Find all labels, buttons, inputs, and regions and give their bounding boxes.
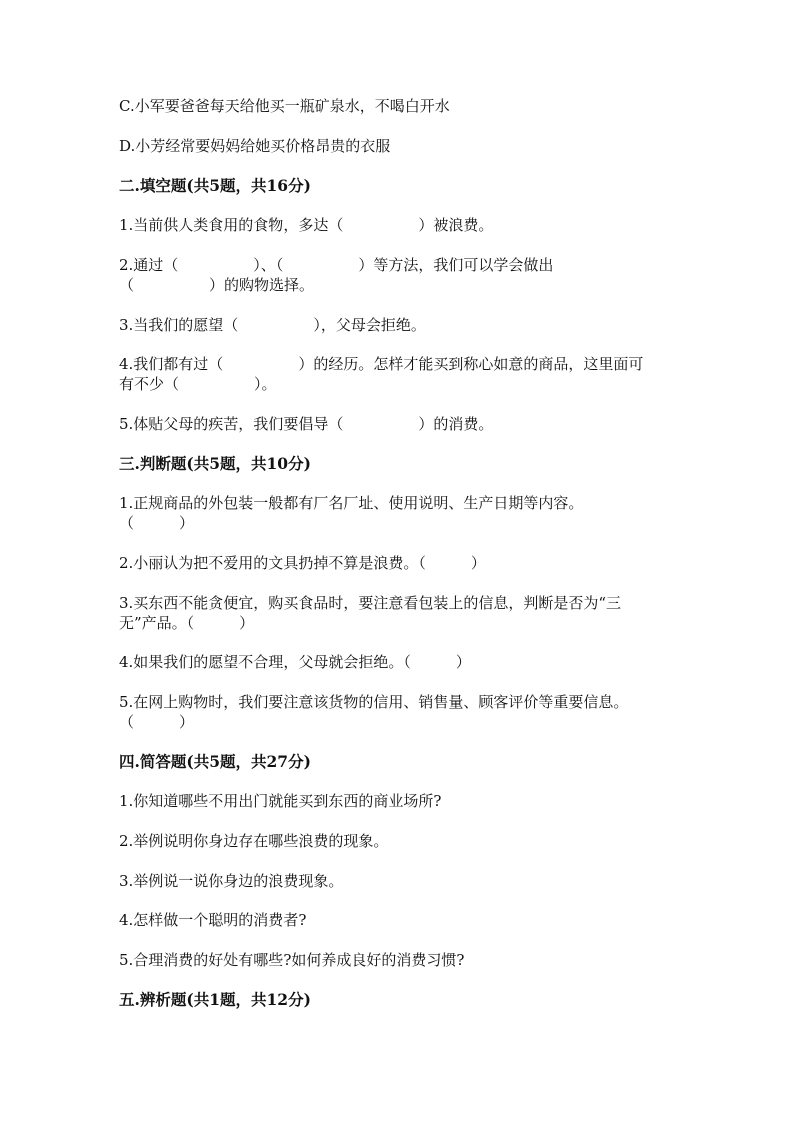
fill-question-4-line-2: 有不少（ ）。 xyxy=(119,375,277,393)
section-title-short-answer: 四.简答题(共5题，共27分) xyxy=(119,752,311,771)
section-title-analysis: 五.辨析题(共1题，共12分) xyxy=(119,990,311,1009)
judge-question-3-line-2: 无”产品。（ ） xyxy=(119,614,255,632)
section-title-judgement: 三.判断题(共5题，共10分) xyxy=(119,454,311,473)
fill-question-2-line-2: （ ）的购物选择。 xyxy=(119,276,315,294)
short-question-4: 4.怎样做一个聪明的消费者? xyxy=(119,911,307,929)
fill-question-2-line-1: 2.通过（ ）、（ ）等方法，我们可以学会做出 xyxy=(119,256,554,274)
judge-question-5-line-2: （ ） xyxy=(119,713,195,731)
fill-question-4-line-1: 4.我们都有过（ ）的经历。怎样才能买到称心如意的商品，这里面可 xyxy=(119,355,644,373)
judge-question-2: 2.小丽认为把不爱用的文具扔掉不算是浪费。（ ） xyxy=(119,554,486,572)
section-title-fill-blank: 二.填空题(共5题，共16分) xyxy=(119,176,311,195)
fill-question-5: 5.体贴父母的疾苦，我们要倡导（ ）的消费。 xyxy=(119,415,494,433)
judge-question-5-line-1: 5.在网上购物时，我们要注意该货物的信用、销售量、顾客评价等重要信息。 xyxy=(119,693,629,711)
judge-question-1-line-1: 1.正规商品的外包装一般都有厂名厂址、使用说明、生产日期等内容。 xyxy=(119,494,584,512)
fill-question-1: 1.当前供人类食用的食物，多达（ ）被浪费。 xyxy=(119,216,494,234)
option-c: C.小军要爸爸每天给他买一瓶矿泉水，不喝白开水 xyxy=(119,97,450,115)
judge-question-1-line-2: （ ） xyxy=(119,514,195,532)
judge-question-4: 4.如果我们的愿望不合理，父母就会拒绝。（ ） xyxy=(119,653,471,671)
short-question-3: 3.举例说一说你身边的浪费现象。 xyxy=(119,872,344,890)
short-question-1: 1.你知道哪些不用出门就能买到东西的商业场所? xyxy=(119,792,442,810)
short-question-2: 2.举例说明你身边存在哪些浪费的现象。 xyxy=(119,832,389,850)
judge-question-3-line-1: 3.买东西不能贪便宜，购买食品时，要注意看包装上的信息，判断是否为“三 xyxy=(119,594,621,612)
short-question-5: 5.合理消费的好处有哪些?如何养成良好的消费习惯? xyxy=(119,951,465,969)
fill-question-3: 3.当我们的愿望（ ），父母会拒绝。 xyxy=(119,316,426,334)
option-d: D.小芳经常要妈妈给她买价格昂贵的衣服 xyxy=(119,137,391,155)
